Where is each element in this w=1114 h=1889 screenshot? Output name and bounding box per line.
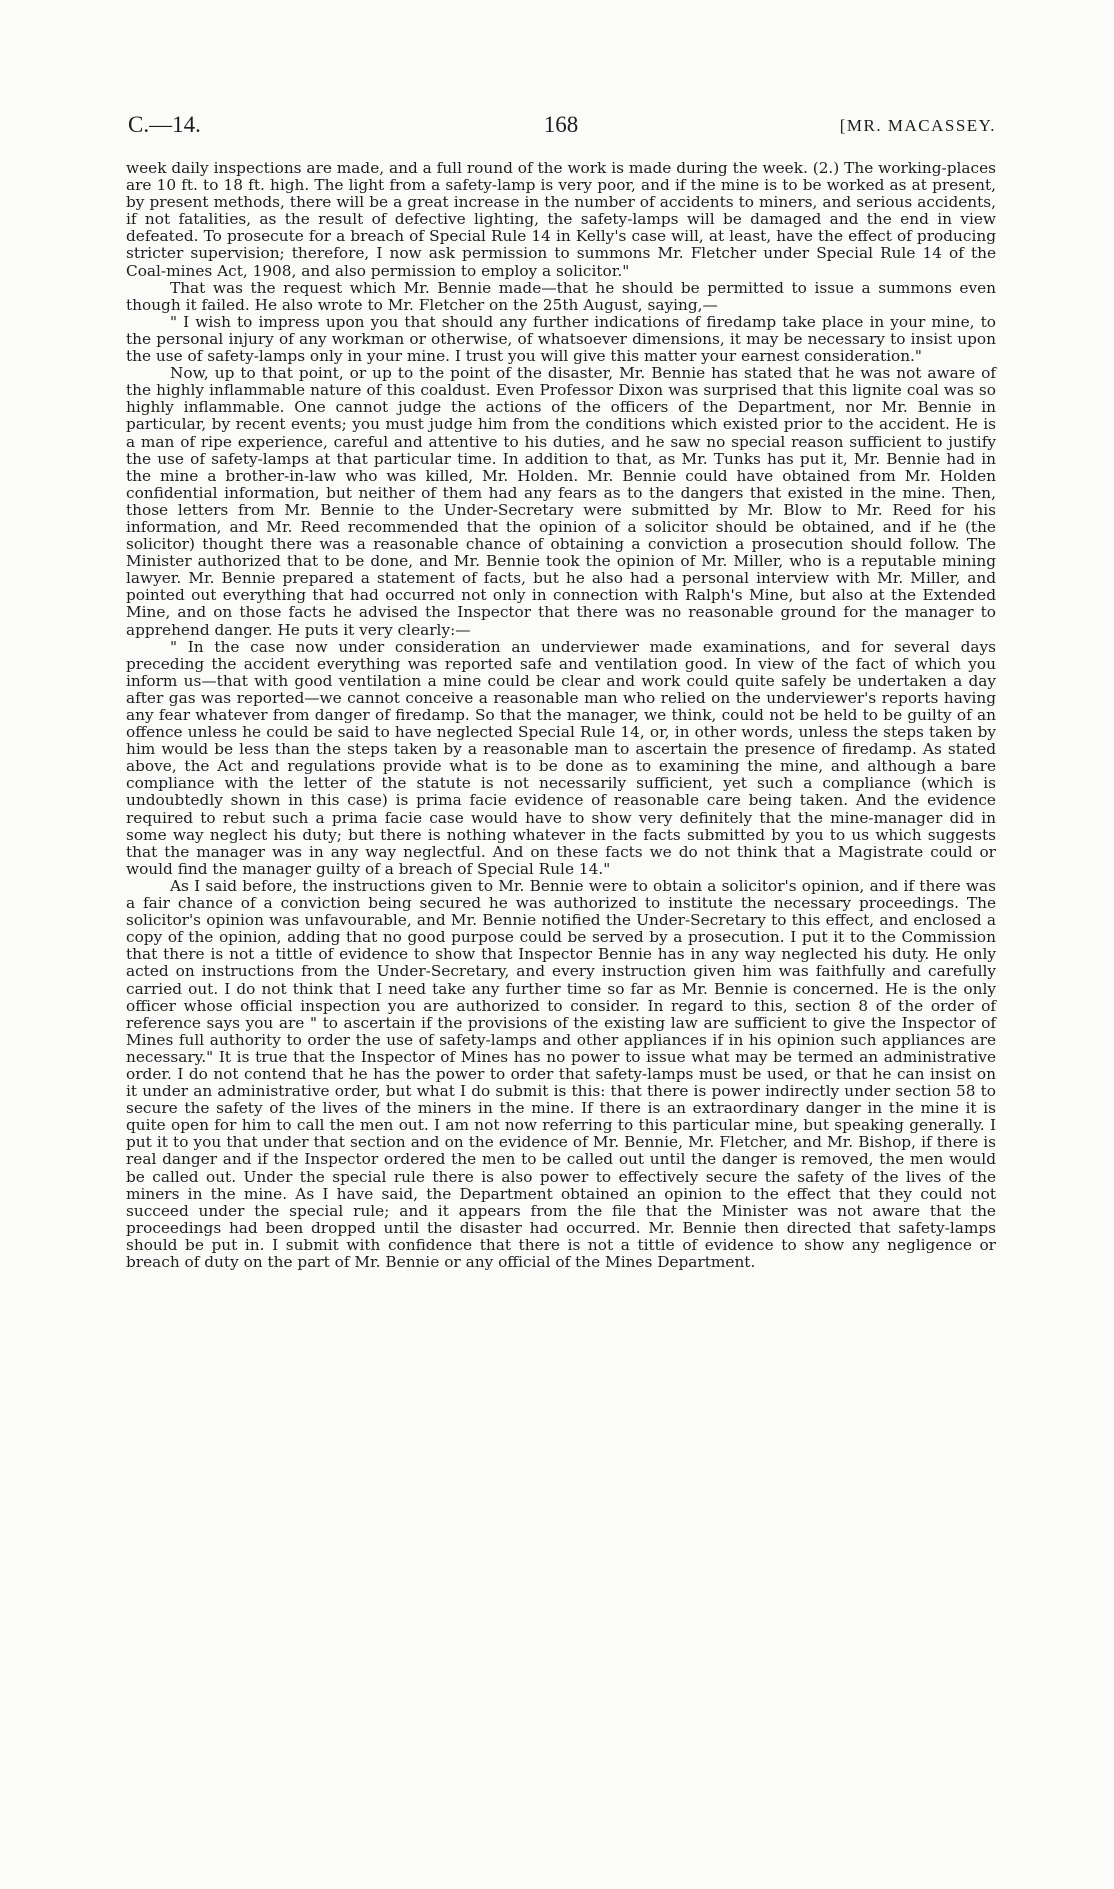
paragraph: As I said before, the instructions given to Mr. Bennie were to obtain a solicitor's opinion, and if there was a fair chance of a conviction being secured he was authorized to institute the necessary proceedings. The solicitor's opinion was unfavourable, and Mr. Bennie notified the Under-Secretary to this effect, and enclosed a copy of the opinion, adding that no good purpose could be served by a prosecution. I put it to the Commission that there is not a tittle of evidence to show that Inspector Bennie has in any way neglected his duty. He only acted on instructions from the Under-Secretary, and every instruction given him was faithfully and carefully carried out. I do not think that I need take any further time so far as Mr. Bennie is concerned. He is the only officer whose official inspection you are authorized to consider. In regard to this, section 8 of the order of reference says you are " to ascertain if the provisions of the existing law are sufficient to give the Inspector of Mines full authority to order the use of safety-lamps and other appliances if in his opinion such appliances are necessary." It is true that the Inspector of Mines has no power to issue what may be termed an administrative order. I do not contend that he has the power to order that safety-lamps must be used, or that he can insist on it under an administrative order, but what I do submit is this: that there is power indirectly under section 58 to secure the safety of the lives of the miners in the mine. If there is an extraordinary danger in the mine it is quite open for him to call the men out. I am not now referring to this particular mine, but speaking generally. I put it to you that under that section and on the evidence of Mr. Bennie, Mr. Fletcher, and Mr. Bishop, if there is real danger and if the Inspector ordered the men to be called out until the danger is removed, the men would be called out. Under the special rule there is also power to effectively secure the safety of the lives of the miners in the mine. As I have said, the Department obtained an opinion to the effect that they could not succeed under the special rule; and it appears from the file that the Minister was not aware that the proceedings had been dropped until the disaster had occurred. Mr. Bennie then directed that safety-lamps should be put in. I submit with confidence that there is not a tittle of evidence to show any negligence or breach of duty on the part of Mr. Bennie or any official of the Mines Department. (126, 876, 996, 1271)
quoted-opinion: " In the case now under consideration an underviewer made examinations, and for several days preceding the accident everything was reported safe and ventilation good. In view of the fact of which you inform us—that with good ventilation a mine could be clear and work could quite safely be undertaken a day after gas was reported—we cannot conceive a reasonable man who relied on the underviewer's reports having any fear whatever from danger of firedamp. So that the manager, we think, could not be held to be guilty of an offence unless he could be said to have neglected Special Rule 14, or, in other words, unless the steps taken by him would be less than the steps taken by a reasonable man to ascertain the presence of firedamp. As stated above, the Act and regulations provide what is to be done as to examining the mine, and although a bare compliance with the letter of the statute is not necessarily sufficient, yet such a compliance (which is undoubtedly shown in this case) is prima facie evidence of reasonable care being taken. And the evidence required to rebut such a prima facie case would have to show very definitely that the mine-manager did in some way neglect his duty; but there is nothing whatever in the facts submitted by you to us which suggests that the manager was in any way neglectful. And on these facts we do not think that a Magistrate could or would find the manager guilty of a breach of Special Rule 14." (126, 637, 996, 878)
page-number: 168 (543, 112, 579, 137)
body-text (126, 160, 996, 1271)
paragraph-continuation: week daily inspections are made, and a full round of the work is made during the week. (2.) The working-places are 10 ft. to 18 ft. high. The light from a safety-lamp is very poor, and if the mine is to be worked as at present, by present methods, there will be a great increase in the number of accidents to miners, and serious accidents, if not fatalities, as the result of defective lighting, the safety-lamps will be damaged and the end in view defeated. To prosecute for a breach of Special Rule 14 in Kelly's case will, at least, have the effect of producing stricter supervision; therefore, I now ask permission to summons Mr. Fletcher under Special Rule 14 of the Coal-mines Act, 1908, and also permission to employ a solicitor." (126, 159, 996, 280)
page-header (126, 112, 996, 152)
paragraph: Now, up to that point, or up to the point of the disaster, Mr. Bennie has stated that he was not aware of the highly inflammable nature of this coaldust. Even Professor Dixon was surprised that this lignite coal was so highly inflammable. One cannot judge the actions of the officers of the Department, nor Mr. Bennie in particular, by recent events; you must judge him from the conditions which existed prior to the accident. He is a man of ripe experience, careful and attentive to his duties, and he saw no special reason sufficient to justify the use of safety-lamps at that particular time. In addition to that, as Mr. Tunks has put it, Mr. Bennie had in the mine a brother-in-law who was killed, Mr. Holden. Mr. Bennie could have obtained from Mr. Holden confidential information, but neither of them had any fears as to the dangers that existed in the mine. Then, those letters from Mr. Bennie to the Under-Secretary were submitted by Mr. Blow to Mr. Reed for his information, and Mr. Reed recommended that the opinion of a solicitor should be obtained, and if he (the solicitor) thought there was a reasonable chance of obtaining a conviction a prosecution should follow. The Minister authorized that to be done, and Mr. Bennie took the opinion of Mr. Miller, who is a reputable mining lawyer. Mr. Bennie prepared a statement of facts, but he also had a personal interview with Mr. Miller, and pointed out everything that had occurred not only in connection with Ralph's Mine, but also at the Extended Mine, and on those facts he advised the Inspector that there was no reasonable ground for the manager to apprehend danger. He puts it very clearly:— (126, 364, 996, 639)
paragraph: That was the request which Mr. Bennie made—that he should be permitted to issue a summons even though it failed. He also wrote to Mr. Fletcher on the 25th August, saying,— (126, 278, 996, 314)
document-reference: C.—14. (128, 112, 201, 137)
speaker-heading: [MR. MACASSEY. (839, 116, 996, 135)
quoted-letter: " I wish to impress upon you that should any further indications of firedamp take place in your mine, to the personal injury of any workman or otherwise, of whatsoever dimensions, it may be necessary to insist upon the use of safety-lamps only in your mine. I trust you will give this matter your earnest consideration." (126, 312, 996, 366)
